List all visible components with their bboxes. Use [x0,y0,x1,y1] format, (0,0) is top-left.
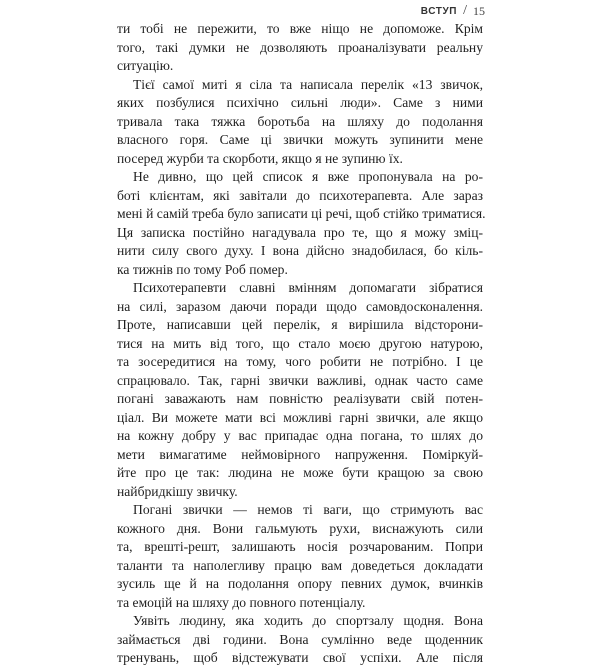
text-line: Проте, написавши цей перелік, я вирішила відсторони- [117,317,483,332]
text-line: таланти та наполегливу працю вам доведеться докладати [117,557,483,573]
text-line: погані заважають нам повністю реалізувати свій потен- [117,391,483,406]
text-line: того, такі думки не дозволяють проаналізувати реальну [117,39,483,55]
text-line: ти тобі не пережити, то вже ніщо не допоможе. Крім [117,21,483,36]
text-line: посеред журби та скорботи, якщо я не зупиню їх. [117,150,403,166]
text-line: Не дивно, що цей список я вже пропонувала на ро- [133,169,483,184]
text-line: Ця записка постійно нагадувала про те, що я можу зміц- [117,224,483,240]
text-line: спрацювало. Так, гарні звички важливі, однак часто саме [117,372,483,388]
text-line: тривала така тяжка боротьба на шляху до подолання [117,113,483,129]
page-body-text [117,20,486,668]
text-line: тренувань, щоб відстежувати свої успіхи. Але після [117,650,483,665]
text-line: кожного дня. Вони гальмують рухи, виснажують сили [117,520,483,536]
text-line: займається дві години. Вона сумлінно веде щоденник [117,631,483,647]
text-line: та емоцій на шляху до повного потенціалу. [117,594,366,610]
text-line: яких позбулися психічно сильні люди». Саме з ними [117,95,483,110]
text-line: боті клієнтам, які завітали до психотерапевта. Але зараз [117,187,483,203]
page-number: 15 [473,3,485,18]
text-line: зусиль ще й на подолання опору певних думок, вчинків [117,576,483,591]
text-line: власного горя. Саме ці звички можуть зупинити мене [117,132,483,147]
text-line: Психотерапевти славні вмінням допомагати зібратися [133,280,483,295]
text-line: та, врешті-решт, залишають носія розчарованим. Попри [117,539,483,554]
header-separator: / [463,3,467,18]
text-line: Уявіть людину, яка ходить до спортзалу щодня. Вона [133,613,483,628]
text-line: ціал. Ви можете мати всі можливі гарні звички, але якщо [117,409,483,425]
text-line: мети вимагатиме неймовірного напруження. Поміркуй- [117,446,483,462]
text-line: Погані звички — немов ті ваги, що стримують вас [133,502,483,517]
text-line: нити силу свого духу. І вона дійсно знадобилася, бо кіль- [117,243,483,258]
running-header [370,2,485,20]
text-line: ка тижнів по тому Роб помер. [117,261,288,277]
text-line: на силі, заразом даючи поради щодо самовдосконалення. [117,298,483,314]
text-line: та зосередитися на тому, чого робити не потрібно. І це [117,354,483,369]
text-line: мені й самій треба було записати ці речі, щоб стійко триматися. [117,206,486,221]
text-line: тися на мить від того, що стало моєю другою натурою, [117,335,483,351]
text-line: йте про це так: людина не може бути кращою за свою [117,465,483,480]
chapter-title: ВСТУП [420,5,458,17]
text-line: ситуацію. [117,58,174,73]
text-line: Тієї самої миті я сіла та написала перелік «13 звичок, [133,76,483,92]
text-line: найбридкішу звичку. [117,483,238,499]
text-line: на кожну добру у вас припадає одна погана, то шлях до [117,428,483,443]
